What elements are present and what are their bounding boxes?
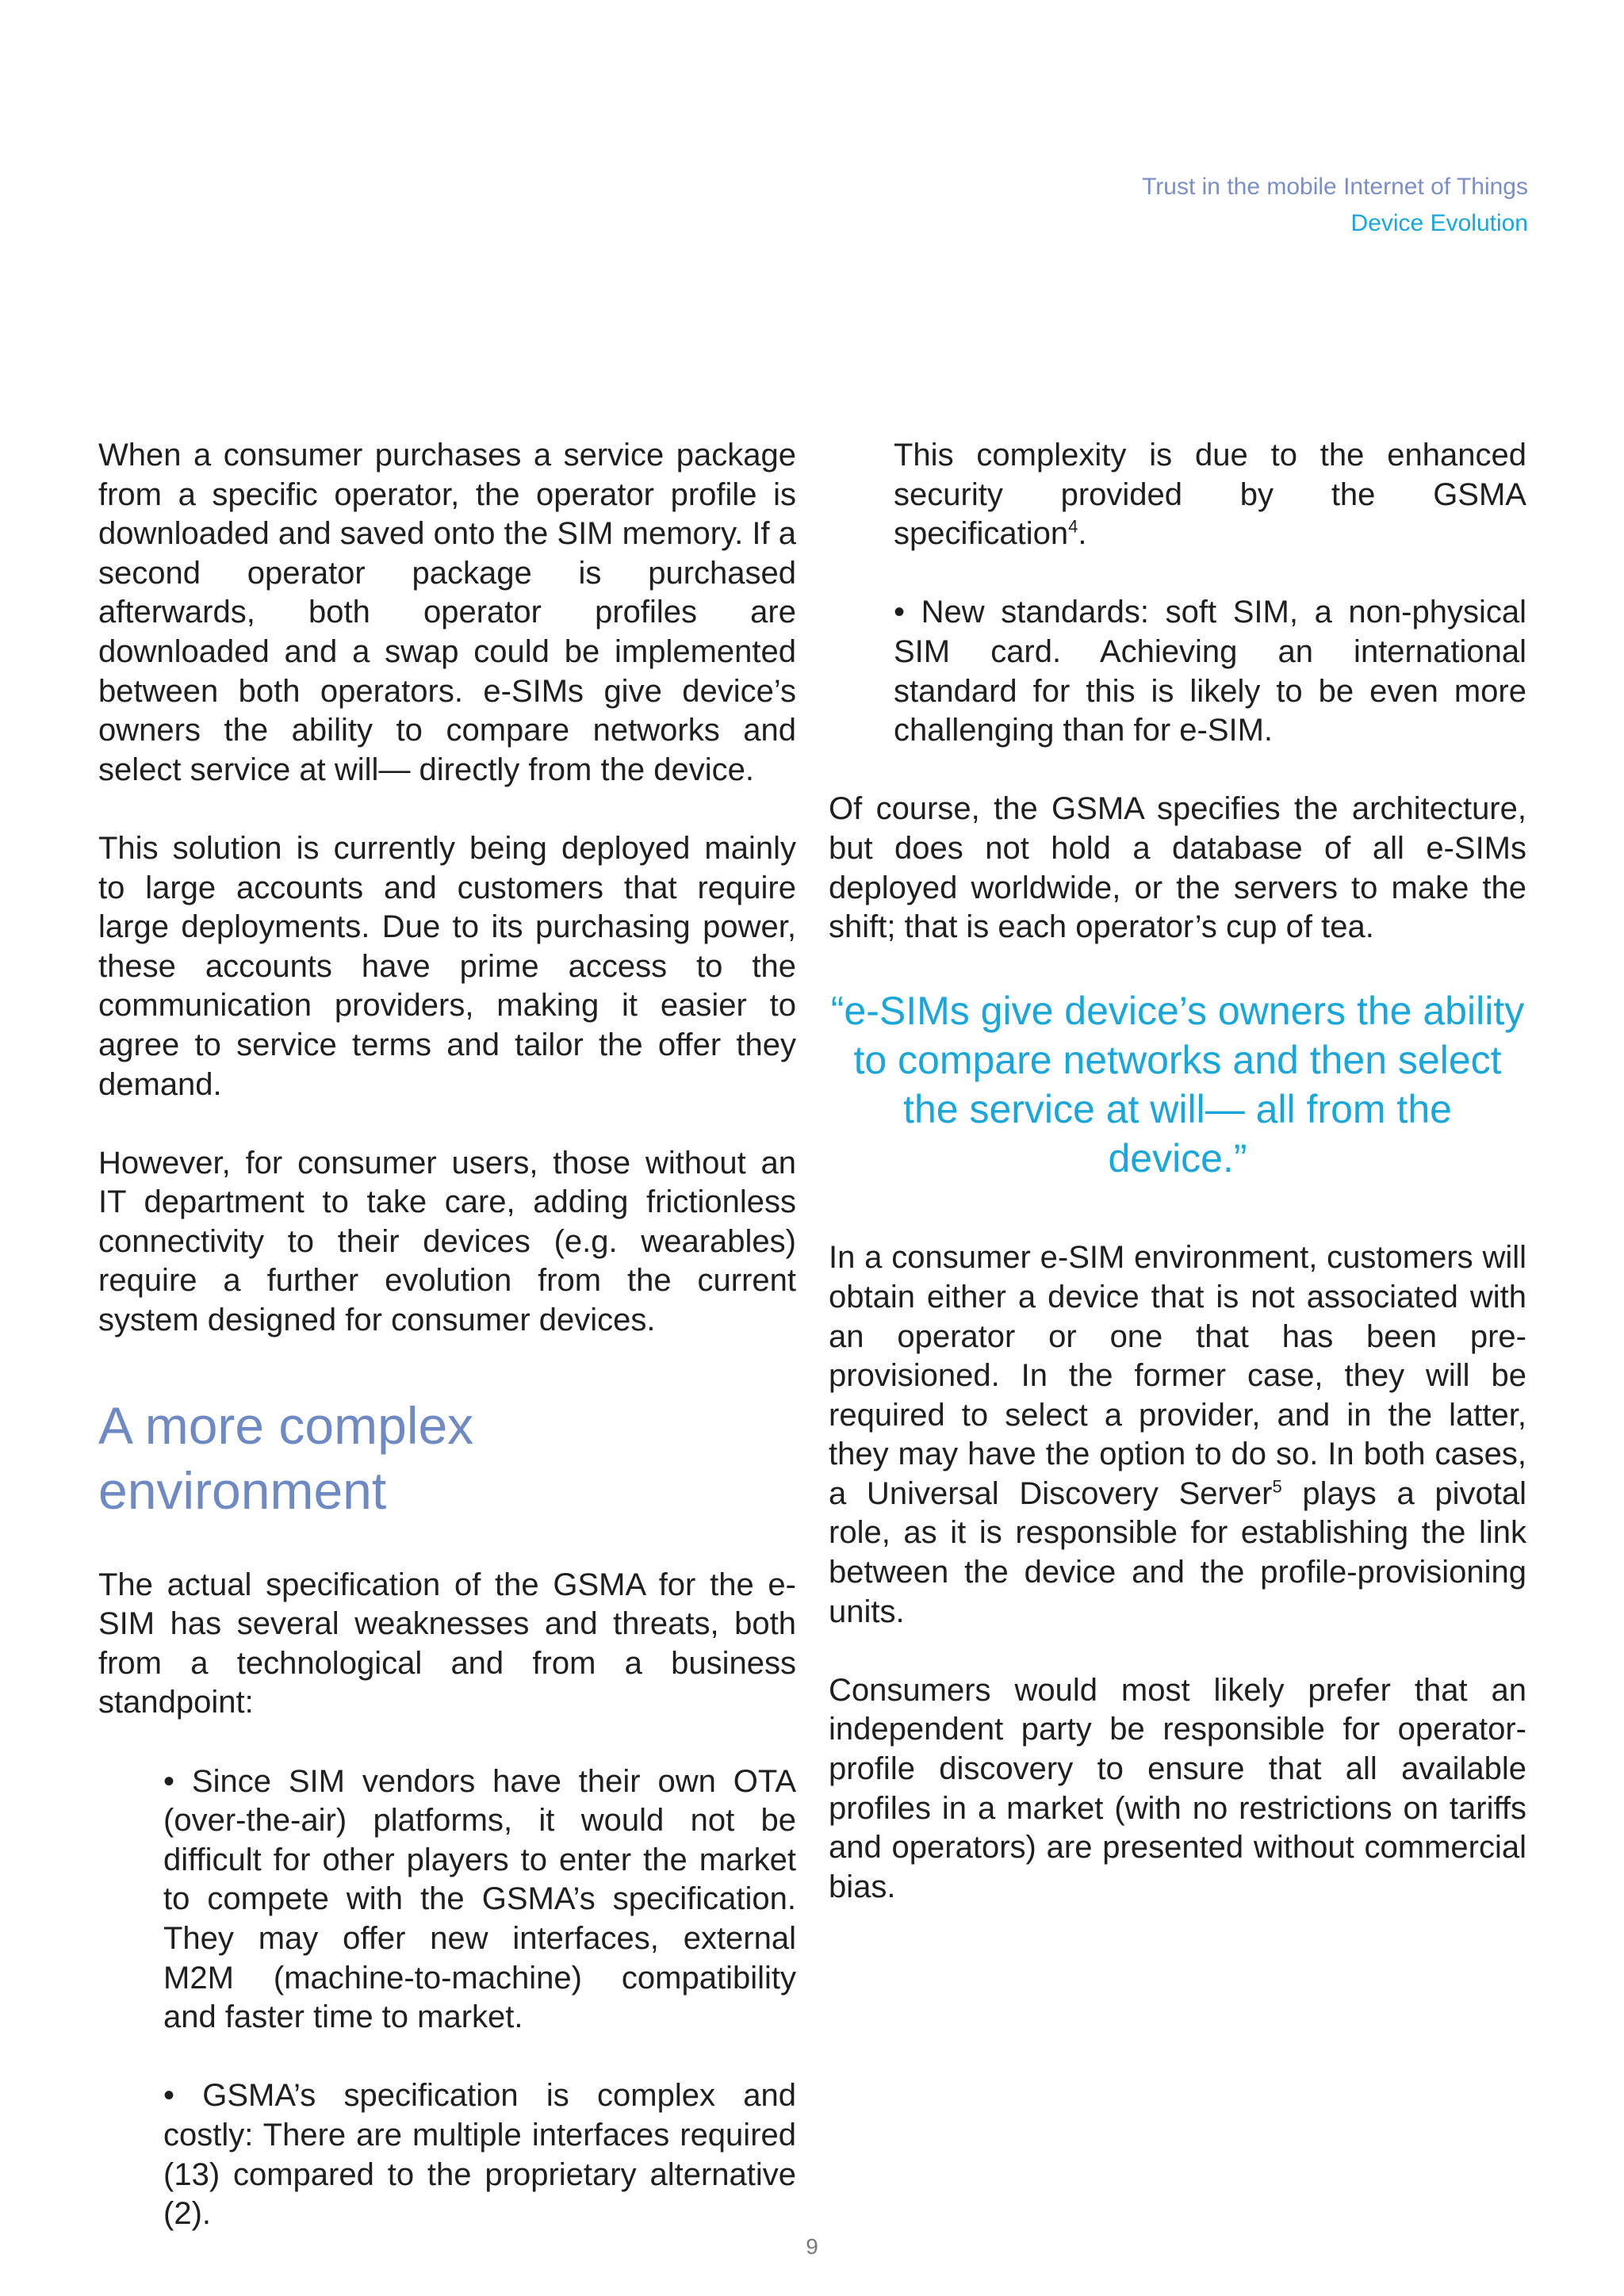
paragraph: The actual specification of the GSMA for the e-SIM has several weaknesses and threats, both from a technological and from a business standpoint:: [98, 1567, 796, 1720]
bullet-item: • Since SIM vendors have their own OTA (over-the-air) platforms, it would not be difficult for other players to enter the market to compete with the GSMA’s specification. They may offer new interfaces, external M2M (machine-to-machine) compatibility and faster time to market.: [163, 1763, 796, 2035]
page-number: 9: [806, 2234, 818, 2259]
document-title: Trust in the mobile Internet of Things: [1142, 174, 1528, 200]
paragraph: Consumers would most likely prefer that an independent party be responsible for operator-profile discovery to ensure that all available profiles in a market (with no restrictions on tariffs and operators) are presented without commercial bias.: [829, 1672, 1526, 1904]
left-column: [98, 436, 796, 2234]
paragraph-text: In a consumer e-SIM environment, customers will obtain either a device that is not associated with an operator or one that has been pre-provisioned. In the former case, they will be required to select a provider, and in the latter, they may have the option to do so. In both cases, a Universal Discovery Server: [829, 1240, 1526, 1511]
paragraph-text: .: [1078, 516, 1087, 552]
paragraph: This solution is currently being deployed mainly to large accounts and customers that require large deployments. Due to its purchasing power, these accounts have prime access to the communication providers, making it easier to agree to service terms and tailor the offer they demand.: [98, 830, 796, 1102]
right-column: [829, 436, 1526, 1907]
footnote-ref: 4: [1068, 516, 1078, 537]
section-heading: [98, 1393, 796, 1523]
running-header: [1142, 169, 1528, 242]
paragraph-text: plays a pivotal role, as it is responsible for establishing the link between the device and the profile-provisioning units.: [829, 1475, 1527, 1629]
section-heading-line: environment: [98, 1460, 387, 1520]
bullet-item: • GSMA’s specification is complex and costly: There are multiple interfaces required (13) compared to the proprietary alternative (2).: [163, 2078, 796, 2232]
paragraph: When a consumer purchases a service package from a specific operator, the operator profile is downloaded and saved onto the SIM memory. If a second operator package is purchased afterwards, both operator profiles are downloaded and a swap could be implemented between both operators. e-SIMs give device’s owners the ability to compare networks and select service at will— directly from the device.: [98, 438, 796, 787]
paragraph: [829, 1238, 1526, 1632]
section-heading-line: A more complex: [98, 1395, 474, 1455]
paragraph: However, for consumer users, those without an IT department to take care, adding frictionless connectivity to their devices (e.g. wearables) require a further evolution from the current system designed for consumer devices.: [98, 1145, 796, 1338]
section-title: Device Evolution: [1350, 210, 1528, 236]
paragraph: [829, 436, 1526, 554]
paragraph: Of course, the GSMA specifies the architecture, but does not hold a database of all e-SIMs deployed worldwide, or the servers to make the shift; that is each operator’s cup of tea.: [829, 791, 1526, 945]
footnote-ref: 5: [1272, 1476, 1282, 1497]
pull-quote: “e-SIMs give device’s owners the ability to compare networks and then select the service at will— all from the device.”: [830, 989, 1525, 1181]
paragraph-text: This complexity is due to the enhanced security provided by the GSMA specification: [894, 438, 1526, 552]
bullet-item: • New standards: soft SIM, a non-physical SIM card. Achieving an international standard for this is likely to be even more challenging than for e-SIM.: [894, 595, 1526, 748]
